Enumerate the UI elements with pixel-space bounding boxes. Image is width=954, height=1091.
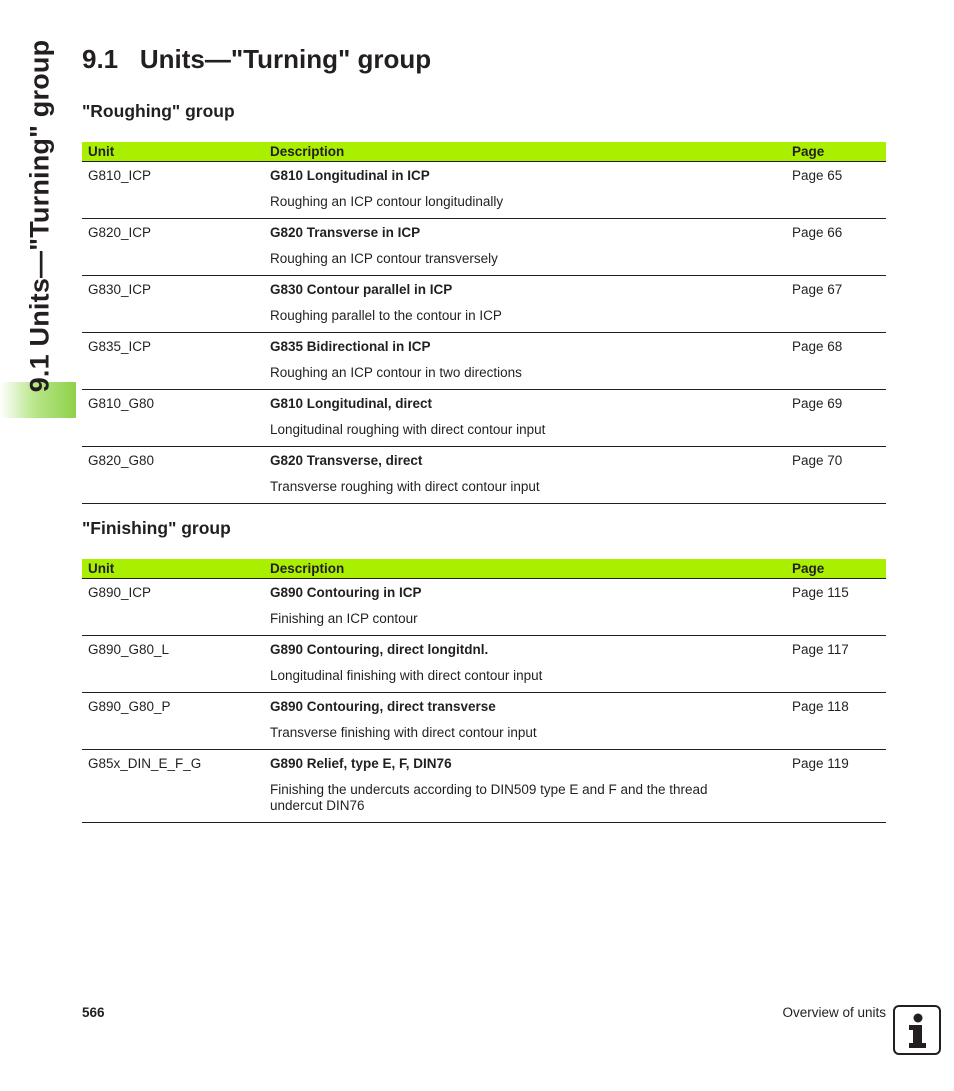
col-header-page: Page	[786, 559, 886, 579]
page-ref-link[interactable]: Page 65	[786, 162, 886, 219]
unit-description: Roughing parallel to the contour in ICP	[270, 308, 502, 323]
unit-description: Finishing the undercuts according to DIN509 type E and F and the thread undercut DIN76	[270, 782, 708, 813]
description-cell	[264, 390, 786, 447]
side-chapter-title: 9.1 Units—"Turning" group	[24, 39, 55, 393]
unit-cell: G820_G80	[82, 447, 264, 504]
unit-description: Transverse finishing with direct contour input	[270, 725, 537, 740]
table-row	[82, 390, 886, 447]
description-cell	[264, 693, 786, 750]
table-row	[82, 162, 886, 219]
unit-cell: G890_G80_P	[82, 693, 264, 750]
col-header-page: Page	[786, 142, 886, 162]
info-icon	[893, 1005, 941, 1055]
table-row	[82, 750, 886, 823]
unit-title: G820 Transverse, direct	[270, 453, 423, 468]
table-header-row	[82, 142, 886, 162]
description-cell	[264, 750, 786, 823]
unit-cell: G830_ICP	[82, 276, 264, 333]
col-header-unit: Unit	[82, 559, 264, 579]
unit-cell: G890_G80_L	[82, 636, 264, 693]
page-ref-link[interactable]: Page 69	[786, 390, 886, 447]
page-ref-link[interactable]: Page 119	[786, 750, 886, 823]
col-header-description: Description	[264, 559, 786, 579]
table-header-row	[82, 559, 886, 579]
unit-cell: G810_G80	[82, 390, 264, 447]
unit-title: G890 Contouring in ICP	[270, 585, 422, 600]
table-row	[82, 636, 886, 693]
unit-title: G810 Longitudinal in ICP	[270, 168, 430, 183]
table-row	[82, 276, 886, 333]
unit-title: G820 Transverse in ICP	[270, 225, 421, 240]
page-ref-link[interactable]: Page 115	[786, 579, 886, 636]
unit-description: Roughing an ICP contour longitudinally	[270, 194, 504, 209]
unit-cell: G890_ICP	[82, 579, 264, 636]
roughing-table	[82, 142, 886, 504]
page-ref-link[interactable]: Page 67	[786, 276, 886, 333]
page-ref-link[interactable]: Page 118	[786, 693, 886, 750]
table-row	[82, 579, 886, 636]
unit-cell: G835_ICP	[82, 333, 264, 390]
description-cell	[264, 579, 786, 636]
footer-section-title: Overview of units	[782, 1005, 886, 1020]
info-icon-glyph	[895, 1007, 939, 1053]
description-cell	[264, 333, 786, 390]
description-cell	[264, 219, 786, 276]
unit-description: Longitudinal roughing with direct contour input	[270, 422, 546, 437]
unit-description: Longitudinal finishing with direct contour input	[270, 668, 543, 683]
unit-description: Finishing an ICP contour	[270, 611, 418, 626]
page-number: 566	[82, 1005, 105, 1020]
unit-cell: G85x_DIN_E_F_G	[82, 750, 264, 823]
description-cell	[264, 276, 786, 333]
page-ref-link[interactable]: Page 66	[786, 219, 886, 276]
page-ref-link[interactable]: Page 70	[786, 447, 886, 504]
description-cell	[264, 447, 786, 504]
unit-title: G890 Contouring, direct transverse	[270, 699, 496, 714]
table-row	[82, 333, 886, 390]
unit-title: G890 Relief, type E, F, DIN76	[270, 756, 452, 771]
unit-cell: G820_ICP	[82, 219, 264, 276]
table-row	[82, 447, 886, 504]
page-ref-link[interactable]: Page 117	[786, 636, 886, 693]
unit-description: Transverse roughing with direct contour input	[270, 479, 540, 494]
col-header-unit: Unit	[82, 142, 264, 162]
page-title: 9.1 Units—"Turning" group	[82, 44, 432, 74]
unit-title: G890 Contouring, direct longitdnl.	[270, 642, 489, 657]
unit-title: G830 Contour parallel in ICP	[270, 282, 453, 297]
description-cell	[264, 162, 786, 219]
finishing-table	[82, 559, 886, 823]
finishing-heading: "Finishing" group	[82, 518, 231, 538]
table-row	[82, 693, 886, 750]
page-ref-link[interactable]: Page 68	[786, 333, 886, 390]
table-row	[82, 219, 886, 276]
description-cell	[264, 636, 786, 693]
unit-cell: G810_ICP	[82, 162, 264, 219]
roughing-heading: "Roughing" group	[82, 101, 235, 121]
unit-description: Roughing an ICP contour in two directions	[270, 365, 522, 380]
unit-title: G835 Bidirectional in ICP	[270, 339, 431, 354]
unit-title: G810 Longitudinal, direct	[270, 396, 433, 411]
col-header-description: Description	[264, 142, 786, 162]
unit-description: Roughing an ICP contour transversely	[270, 251, 498, 266]
